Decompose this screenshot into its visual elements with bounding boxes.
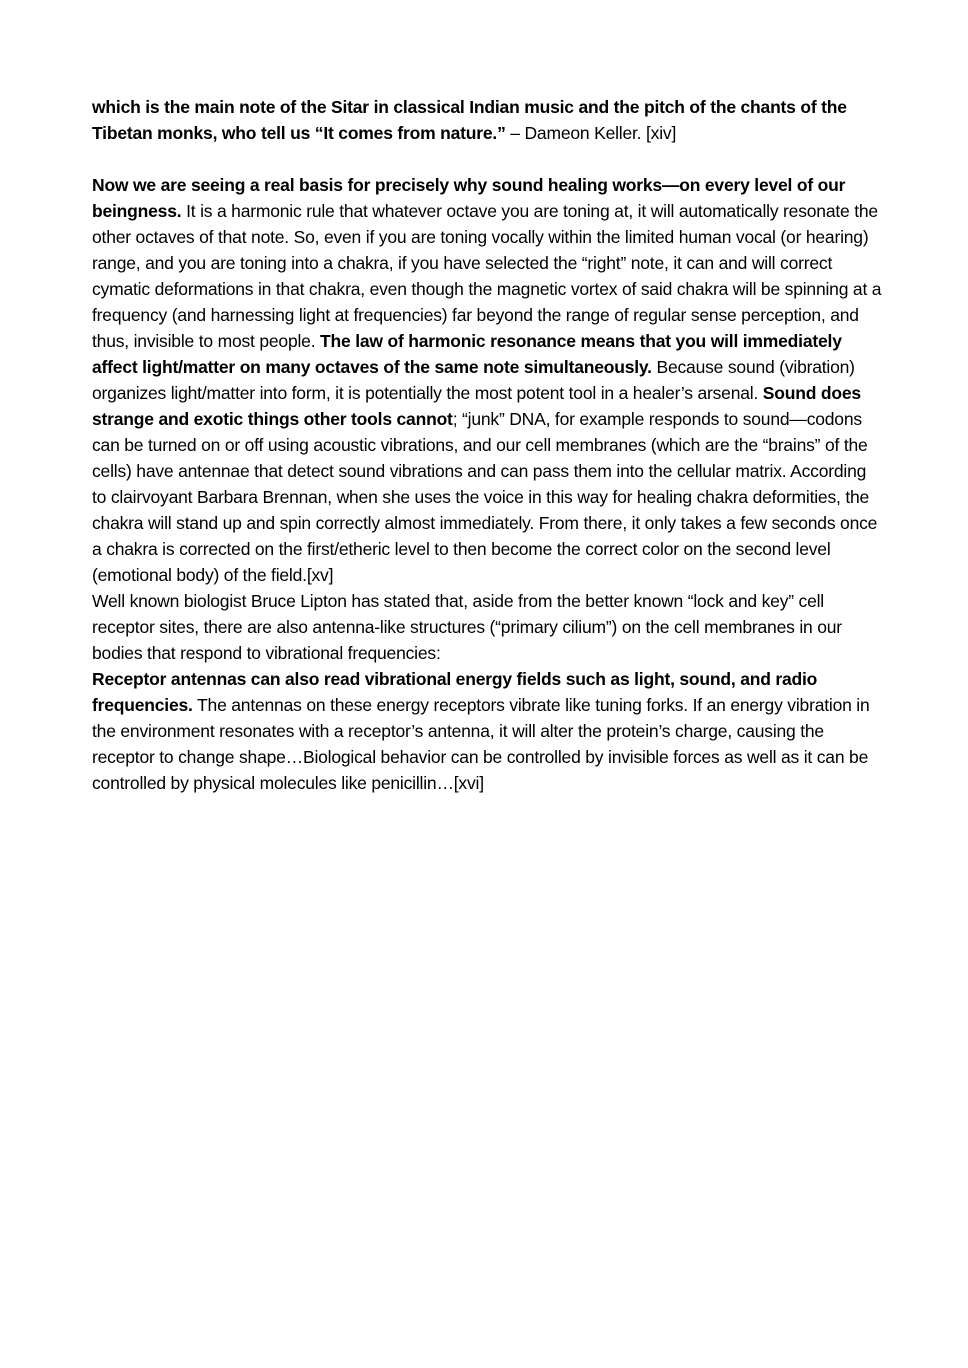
text-run: ; “junk” DNA, for example responds to sound—codons can be turned on or off using acoustic vibrations, and our cell membranes (which are the “brains” of the cells) have antennae that detect sound vibrations and can pass them into the cellular matrix. According to clairvoyant Barbara Brennan, when she uses the voice in this way for healing chakra deformities, the chakra will stand up and spin correctly almost immediately. From there, it only takes a few seconds once a chakra is corrected on the first/etheric level to then become the correct color on the second level (emotional body) of the field.[xv] [92,409,878,585]
bruce-lipton-paragraph [92,588,882,666]
harmonic-resonance-paragraph [92,172,882,588]
text-run: It is a harmonic rule that whatever octave you are toning at, it will automatically resonate the other octaves of that note. So, even if you are toning vocally within the limited human vocal (or hearing) range, and you are toning into a chakra, if you have selected the “right” note, it can and will correct cymatic deformations in that chakra, even though the magnetic vortex of said chakra will be spinning at a frequency (and harnessing light at frequencies) far beyond the range of regular sense perception, and thus, invisible to most people. [92,201,882,351]
bold-text-run: Sound does strange and exotic things other tools cannot [92,383,861,429]
text-run: Because sound (vibration) organizes light/matter into form, it is potentially the most potent tool in a healer’s arsenal. [92,357,855,403]
blank-line [92,146,882,172]
text-run: The antennas on these energy receptors vibrate like tuning forks. If an energy vibration in the environment resonates with a receptor’s antenna, it will alter the protein’s charge, causing the receptor to change shape…Biological behavior can be controlled by invisible forces as well as it can be controlled by physical molecules like penicillin…[xvi] [92,695,870,793]
receptor-antennas-paragraph [92,666,882,796]
text-run: – Dameon Keller. [xiv] [505,123,677,143]
bold-text-run: Now we are seeing a real basis for precisely why sound healing works—on every level of our beingness. [92,175,846,221]
text-run: Well known biologist Bruce Lipton has stated that, aside from the better known “lock and key” cell receptor sites, there are also antenna-like structures (“primary cilium”) on the cell membranes in our bodies that respond to vibrational frequencies: [92,591,842,663]
document-body [92,94,882,796]
intro-quote-paragraph [92,94,882,146]
bold-text-run: The law of harmonic resonance means that you will immediately affect light/matter on many octaves of the same note simultaneously. [92,331,842,377]
bold-text-run: which is the main note of the Sitar in classical Indian music and the pitch of the chants of the Tibetan monks, who tell us “It comes from nature.” [92,97,847,143]
bold-text-run: Receptor antennas can also read vibrational energy fields such as light, sound, and radio frequencies. [92,669,818,715]
